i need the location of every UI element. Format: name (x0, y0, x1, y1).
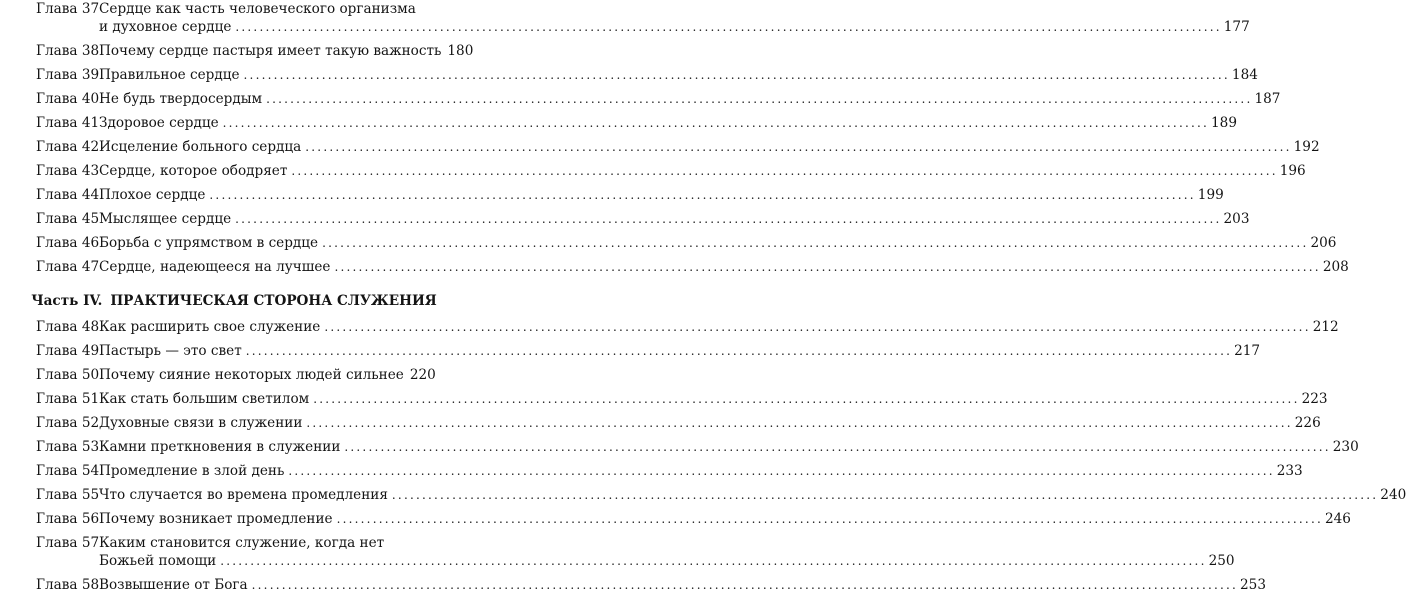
page-number: 230 (1332, 439, 1359, 455)
chapter-title-line (99, 42, 474, 60)
chapter-title-text: Божьей помощи (99, 553, 217, 569)
dot-leader (252, 576, 1238, 594)
page-number: 196 (1279, 163, 1306, 179)
chapter-title-text: Плохое сердце (99, 187, 206, 203)
page-number: 233 (1276, 463, 1303, 479)
chapter-title-text: Возвышение от Бога (99, 577, 248, 593)
chapter-title-text: Как расширить свое служение (99, 319, 321, 335)
chapter-label: Глава 43 (36, 163, 100, 179)
page-number: 220 (409, 367, 436, 383)
dot-leader (305, 138, 1291, 156)
page-number: 208 (1322, 259, 1349, 275)
chapter-title-text: Сердце как часть человеческого организма (99, 1, 416, 17)
page-number: 203 (1223, 211, 1250, 227)
part-heading (0, 292, 468, 310)
chapter-label: Глава 57 (36, 535, 100, 551)
chapter-title-line (99, 510, 1351, 528)
chapter-title-line (99, 210, 1250, 228)
chapter-title-text: Что случается во времена промедления (99, 487, 388, 503)
chapter-title-text: Промедление в злой день (99, 463, 285, 479)
part-label: Часть IV. (31, 293, 103, 309)
dot-leader (324, 318, 1310, 336)
chapter-title (99, 186, 1224, 204)
dot-leader (313, 390, 1299, 408)
page-number: 253 (1240, 577, 1266, 593)
chapter-title-line (99, 552, 1235, 570)
dot-leader (266, 90, 1252, 108)
chapter-title-line (99, 342, 1261, 360)
page-number: 240 (1380, 487, 1406, 503)
chapter-title-text: Почему сияние некоторых людей сильнее (99, 367, 404, 383)
chapter-title (99, 138, 1320, 156)
chapter-title-line (99, 114, 1237, 132)
chapter-title-line (99, 162, 1306, 180)
page-number: 199 (1197, 187, 1224, 203)
chapter-label: Глава 54 (36, 463, 100, 479)
dot-leader (220, 552, 1206, 570)
chapter-title-line (99, 186, 1224, 204)
chapter-title (99, 462, 1303, 480)
chapter-title-text: Борьба с упрямством в сердце (99, 235, 319, 251)
chapter-title-text: Здоровое сердце (99, 115, 219, 131)
chapter-label: Глава 53 (36, 439, 100, 455)
chapter-title-line (99, 234, 1337, 252)
chapter-title (99, 438, 1359, 456)
page-number: 246 (1324, 511, 1351, 527)
chapter-title-text: Духовные связи в служении (99, 415, 303, 431)
chapter-label: Глава 52 (36, 415, 100, 431)
chapter-title (99, 66, 1258, 84)
chapter-label: Глава 42 (36, 139, 100, 155)
chapter-title-text: Как стать большим светилом (99, 391, 310, 407)
page-number: 223 (1301, 391, 1328, 407)
chapter-title (99, 576, 1266, 594)
chapter-title (99, 42, 474, 60)
page-number: 250 (1208, 553, 1235, 569)
dot-leader (235, 18, 1221, 36)
page-number: 212 (1312, 319, 1339, 335)
dot-leader (244, 66, 1230, 84)
chapter-title-text: Почему возникает промедление (99, 511, 333, 527)
dot-leader (291, 162, 1277, 180)
chapter-label: Глава 51 (36, 391, 100, 407)
chapter-title-text: Исцеление больного сердца (99, 139, 302, 155)
dot-leader (209, 186, 1195, 204)
chapter-title-line (99, 462, 1303, 480)
dot-leader (246, 342, 1232, 360)
chapter-title-line (99, 438, 1359, 456)
chapter-title (99, 390, 1328, 408)
chapter-title-line (99, 258, 1349, 276)
chapter-title (99, 234, 1337, 252)
chapter-title (99, 162, 1306, 180)
chapter-title (99, 0, 1250, 36)
chapter-title-line (99, 318, 1339, 336)
chapter-title (99, 486, 1406, 504)
chapter-label: Глава 48 (36, 319, 100, 335)
chapter-title-text: Сердце, которое ободряет (99, 163, 288, 179)
chapter-label: Глава 46 (36, 235, 100, 251)
dot-leader (334, 258, 1320, 276)
chapter-title-line (99, 390, 1328, 408)
chapter-title (99, 366, 436, 384)
chapter-title-line (99, 138, 1320, 156)
chapter-title-text: Сердце, надеющееся на лучшее (99, 259, 331, 275)
chapter-title-text: Пастырь — это свет (99, 343, 242, 359)
chapter-label: Глава 37 (36, 1, 100, 17)
chapter-label: Глава 39 (36, 67, 100, 83)
chapter-title (99, 414, 1321, 432)
chapter-label: Глава 58 (36, 577, 100, 593)
page-number: 189 (1211, 115, 1237, 131)
page-number: 177 (1223, 19, 1250, 35)
chapter-label: Глава 45 (36, 211, 100, 227)
part-title: ПРАКТИЧЕСКАЯ СТОРОНА СЛУЖЕНИЯ (110, 293, 437, 309)
chapter-title (99, 90, 1281, 108)
chapter-label: Глава 41 (36, 115, 100, 131)
chapter-label: Глава 47 (36, 259, 100, 275)
chapter-title-text: Камни преткновения в служении (99, 439, 341, 455)
chapter-label: Глава 44 (36, 187, 100, 203)
chapter-label: Глава 40 (36, 91, 100, 107)
chapter-title-line (99, 534, 432, 552)
chapter-label: Глава 38 (36, 43, 100, 59)
page-number: 206 (1310, 235, 1337, 251)
dot-leader (288, 462, 1274, 480)
chapter-title-line (99, 0, 432, 18)
chapter-title-text: и духовное сердце (99, 19, 232, 35)
page-number: 192 (1293, 139, 1320, 155)
chapter-title-line (99, 576, 1266, 594)
chapter-title (99, 210, 1250, 228)
dot-leader (337, 510, 1323, 528)
chapter-title (99, 258, 1349, 276)
chapter-label: Глава 50 (36, 367, 100, 383)
dot-leader (322, 234, 1308, 252)
chapter-title-line (99, 366, 436, 384)
dot-leader (306, 414, 1292, 432)
chapter-label: Глава 56 (36, 511, 100, 527)
chapter-label: Глава 49 (36, 343, 100, 359)
chapter-title-text: Правильное сердце (99, 67, 240, 83)
chapter-title (99, 510, 1351, 528)
chapter-title (99, 114, 1237, 132)
chapter-title-text: Не будь твердосердым (99, 91, 263, 107)
chapter-title-line (99, 90, 1281, 108)
page-number: 180 (447, 43, 474, 59)
chapter-title (99, 534, 1235, 570)
chapter-title-line (99, 18, 1250, 36)
page-number: 226 (1294, 415, 1321, 431)
dot-leader (235, 210, 1221, 228)
chapter-title (99, 318, 1339, 336)
dot-leader (223, 114, 1209, 132)
page-number: 187 (1254, 91, 1281, 107)
chapter-title-text: Почему сердце пастыря имеет такую важность (99, 43, 442, 59)
chapter-title-line (99, 66, 1258, 84)
chapter-title-line (99, 486, 1406, 504)
chapter-label: Глава 55 (36, 487, 100, 503)
chapter-title-text: Каким становится служение, когда нет (99, 535, 385, 551)
page-number: 217 (1234, 343, 1261, 359)
chapter-title-text: Мыслящее сердце (99, 211, 232, 227)
chapter-title-line (99, 414, 1321, 432)
dot-leader (344, 438, 1330, 456)
page-number: 184 (1231, 67, 1258, 83)
chapter-title (99, 342, 1261, 360)
dot-leader (392, 486, 1378, 504)
